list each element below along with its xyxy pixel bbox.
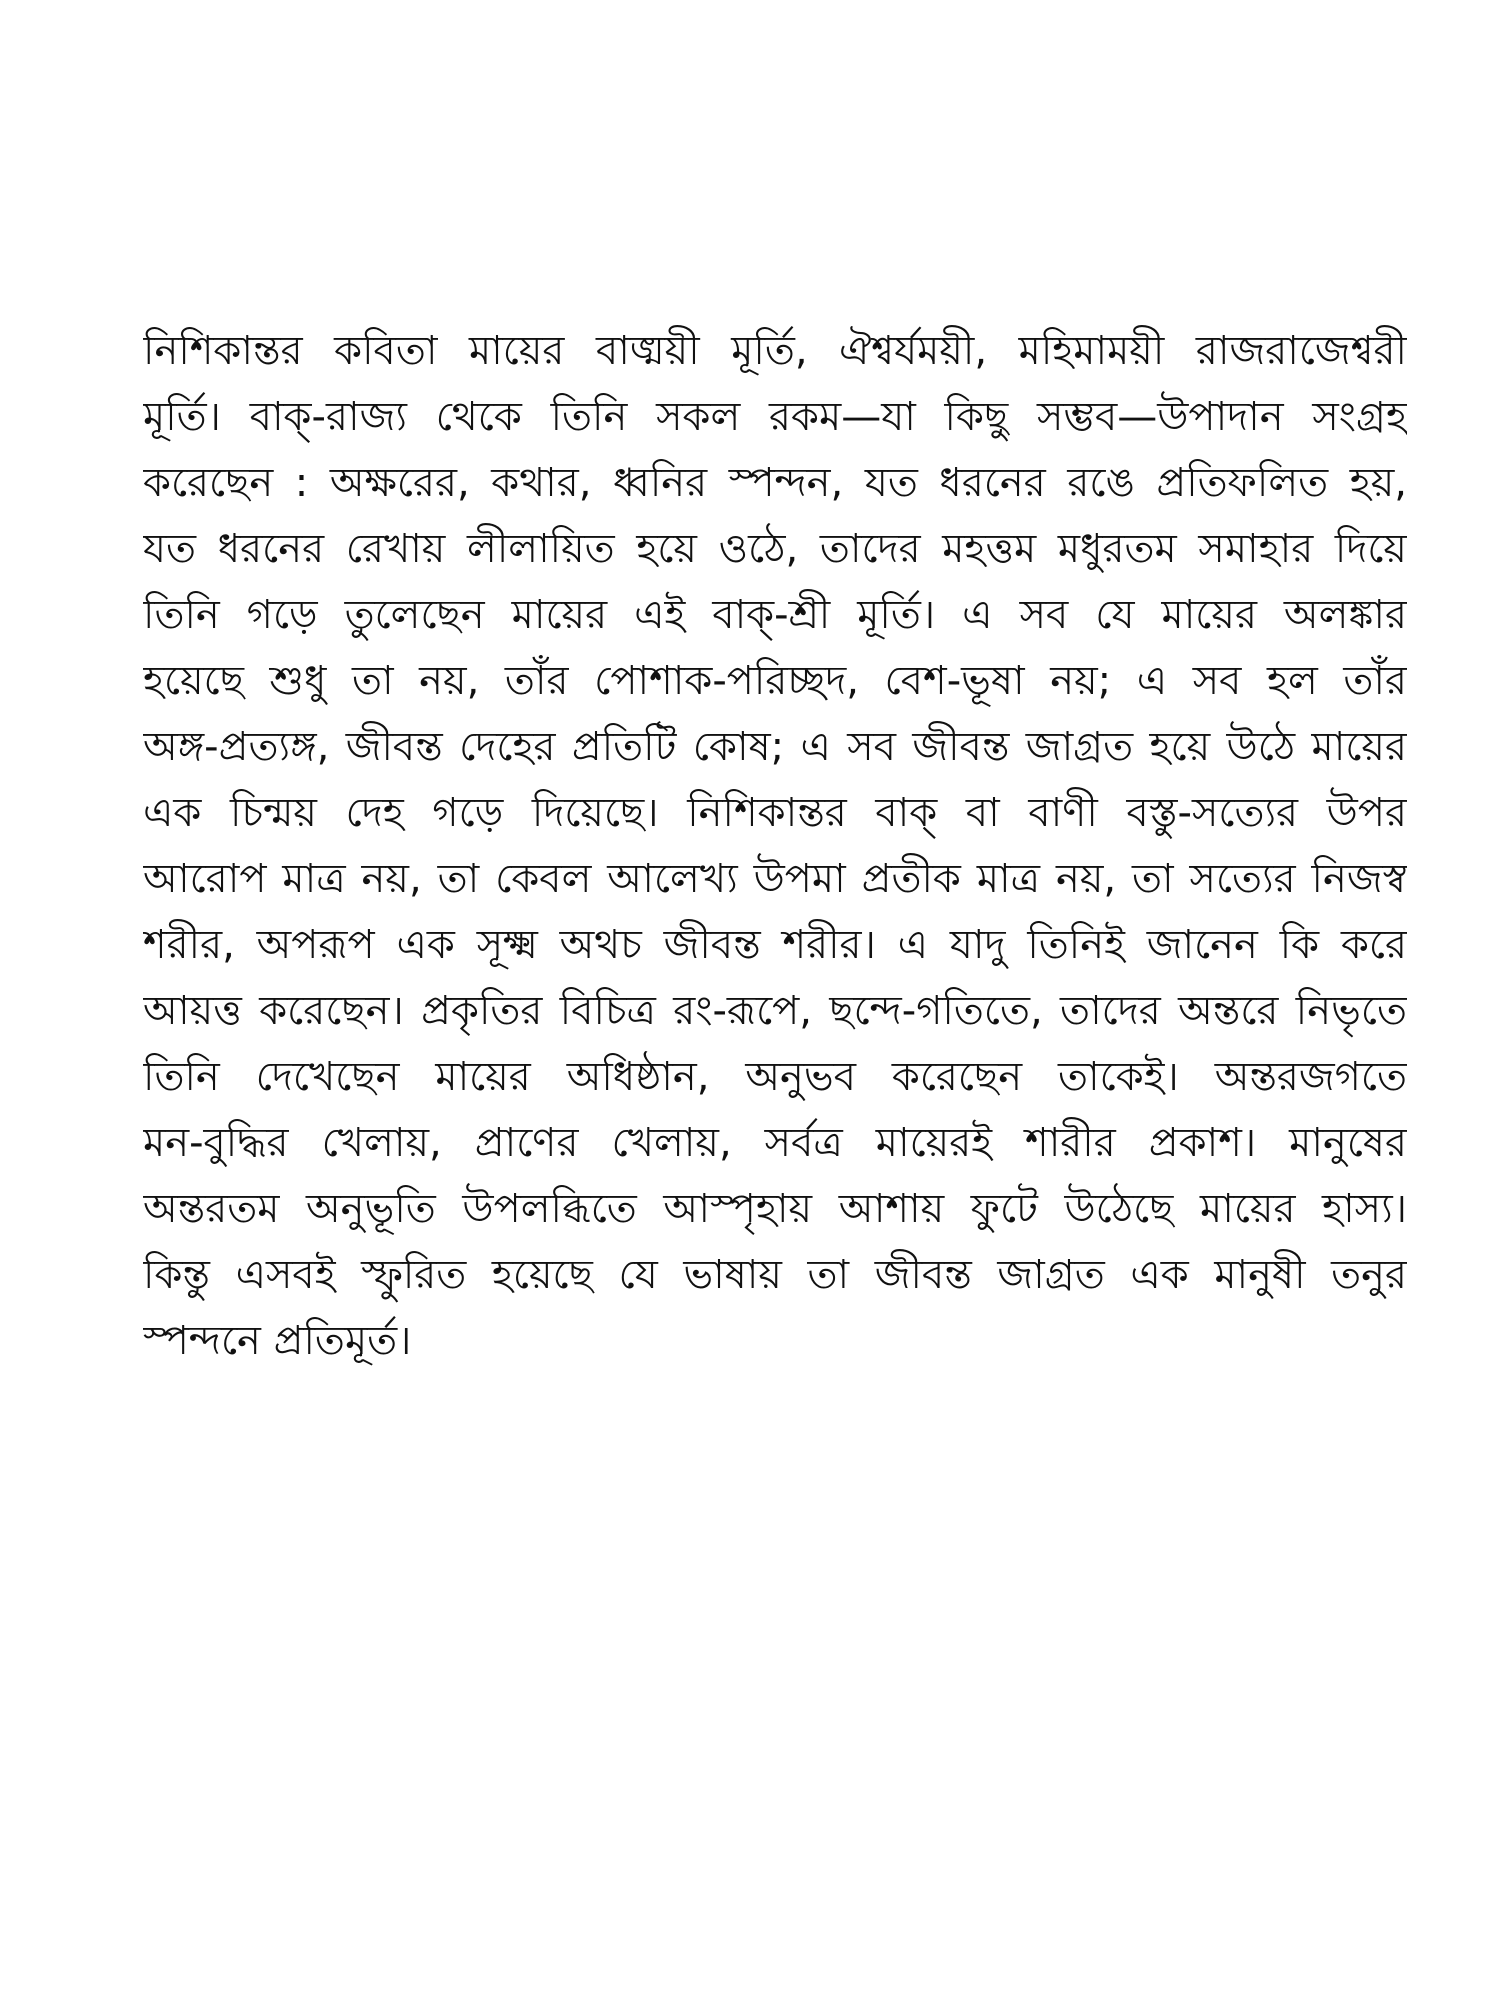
text-line: কিন্তু এসবই স্ফুরিত হয়েছে যে ভাষায় তা জীবন্ত জাগ্রত এক মানুষী তনুর [143,1252,1407,1298]
text-line: আরোপ মাত্র নয়, তা কেবল আলেখ্য উপমা প্রতীক মাত্র নয়, তা সত্যের নিজস্ব [143,856,1407,902]
text-line: মূর্তি। বাক্‌-রাজ্য থেকে তিনি সকল রকম—যা কিছু সম্ভব—উপাদান সংগ্রহ [143,394,1407,440]
text-line: তিনি দেখেছেন মায়ের অধিষ্ঠান, অনুভব করেছেন তাকেই। অন্তরজগতে [143,1054,1407,1100]
text-line: যত ধরনের রেখায় লীলায়িত হয়ে ওঠে, তাদের মহত্তম মধুরতম সমাহার দিয়ে [143,526,1407,572]
body-paragraph [143,318,1407,1374]
text-line: হয়েছে শুধু তা নয়, তাঁর পোশাক-পরিচ্ছদ, বেশ-ভূষা নয়; এ সব হল তাঁর [143,658,1407,704]
text-line: অঙ্গ-প্রত্যঙ্গ, জীবন্ত দেহের প্রতিটি কোষ; এ সব জীবন্ত জাগ্রত হয়ে উঠে মায়ের [143,724,1407,770]
text-line: স্পন্দনে প্রতিমূর্ত। [143,1318,412,1364]
text-line: নিশিকান্তর কবিতা মায়ের বাঙ্ময়ী মূর্তি, ঐশ্বর্যময়ী, মহিমাময়ী রাজরাজেশ্বরী [143,328,1407,374]
text-line: আয়ত্ত করেছেন। প্রকৃতির বিচিত্র রং-রূপে, ছন্দে-গতিতে, তাদের অন্তরে নিভৃতে [143,988,1407,1034]
text-line: অন্তরতম অনুভূতি উপলব্ধিতে আস্পৃহায় আশায় ফুটে উঠেছে মায়ের হাস্য। [143,1186,1407,1232]
text-line: তিনি গড়ে তুলেছেন মায়ের এই বাক্‌-শ্রী মূর্তি। এ সব যে মায়ের অলঙ্কার [143,592,1407,638]
text-line: করেছেন : অক্ষরের, কথার, ধ্বনির স্পন্দন, যত ধরনের রঙে প্রতিফলিত হয়, [143,460,1407,506]
text-line: মন-বুদ্ধির খেলায়, প্রাণের খেলায়, সর্বত্র মায়েরই শারীর প্রকাশ। মানুষের [143,1120,1407,1166]
text-line: এক চিন্ময় দেহ গড়ে দিয়েছে। নিশিকান্তর বাক্‌ বা বাণী বস্তু-সত্যের উপর [143,790,1407,836]
text-line: শরীর, অপরূপ এক সূক্ষ্ম অথচ জীবন্ত শরীর। এ যাদু তিনিই জানেন কি করে [143,922,1407,968]
